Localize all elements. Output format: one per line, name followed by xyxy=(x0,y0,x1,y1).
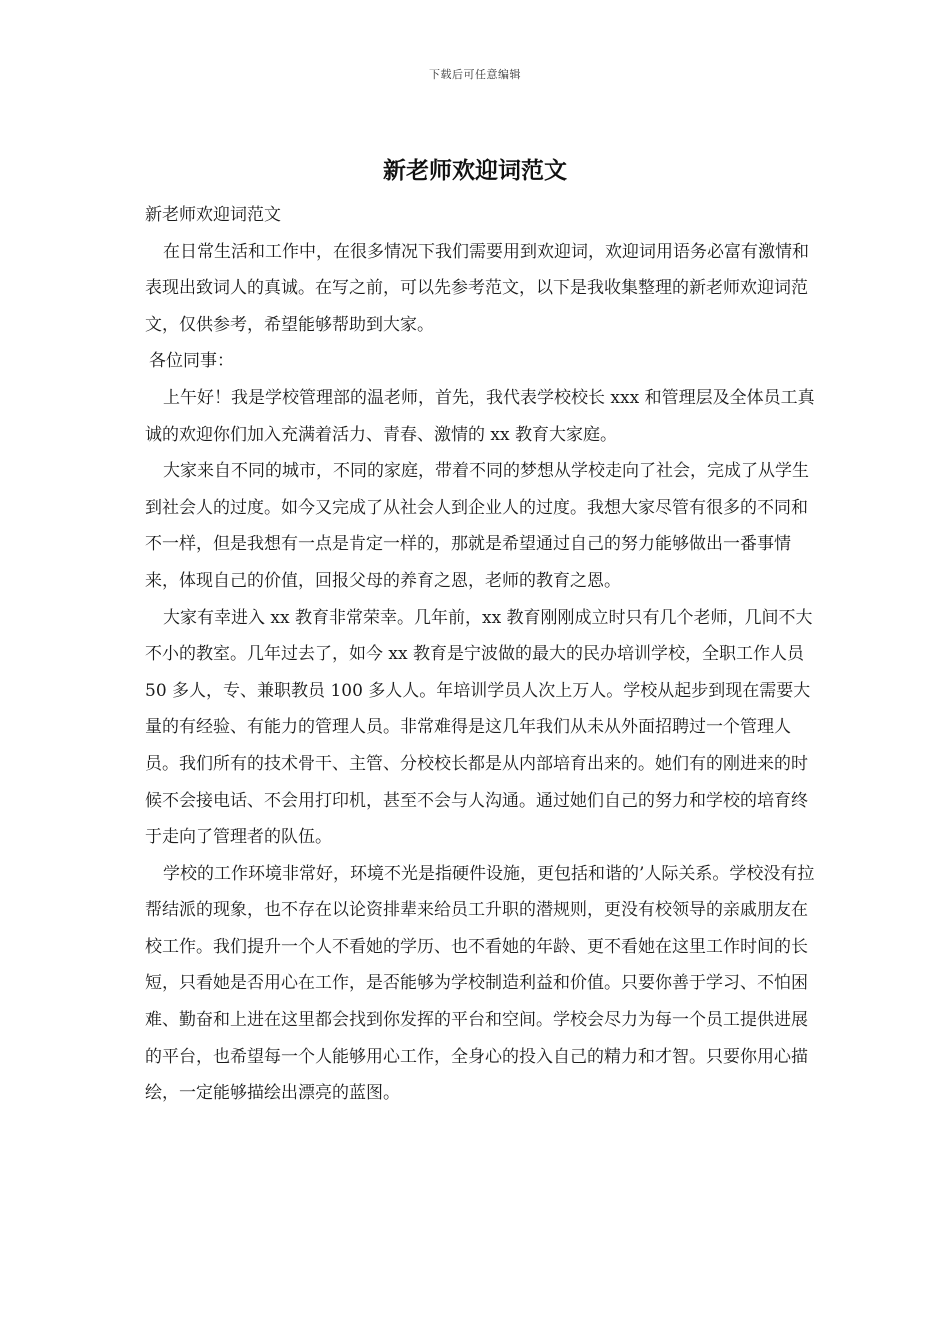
paragraph-environment: 学校的工作环境非常好，环境不光是指硬件设施，更包括和谐的’人际关系。学校没有拉帮结派的现象，也不存在以论资排辈来给员工升职的潜规则，更没有校领导的亲戚朋友在校工作。我们提升一个人不看她的学历、也不看她的年龄、更不看她在这里工作时间的长短，只看她是否用心在工作，是否能够为学校制造利益和价值。只要你善于学习、不怕困难、勤奋和上进在这里都会找到你发挥的平台和空间。学校会尽力为每一个员工提供进展的平台，也希望每一个人能够用心工作，全身心的投入自己的精力和才智。只要你用心描绘，一定能够描绘出漂亮的蓝图。 xyxy=(145,863,815,1104)
document-subtitle: 新老师欢迎词范文 xyxy=(145,205,281,225)
header-note: 下载后可任意编辑 xyxy=(429,68,521,81)
paragraph-intro: 在日常生活和工作中，在很多情况下我们需要用到欢迎词，欢迎词用语务必富有激情和表现出致词人的真诚。在写之前，可以先参考范文，以下是我收集整理的新老师欢迎词范文，仅供参考，希望能够帮助到大家。 xyxy=(145,241,809,335)
paragraph-greeting: 上午好！我是学校管理部的温老师，首先，我代表学校校长 xxx 和管理层及全体员工真诚的欢迎你们加入充满着活力、青春、激情的 xx 教育大家庭。 xyxy=(145,387,815,445)
document-body xyxy=(145,197,815,1112)
paragraph-background: 大家来自不同的城市，不同的家庭，带着不同的梦想从学校走向了社会，完成了从学生到社会人的过度。如今又完成了从社会人到企业人的过度。我想大家尽管有很多的不同和不一样，但是我想有一点是肯定一样的，那就是希望通过自己的努力能够做出一番事情来，体现自己的价值，回报父母的养育之恩，老师的教育之恩。 xyxy=(145,461,809,591)
paragraph-history: 大家有幸进入 xx 教育非常荣幸。几年前，xx 教育刚刚成立时只有几个老师，几间不大不小的教室。几年过去了，如今 xx 教育是宁波做的最大的民办培训学校，全职工作人员 50 多人，专、兼职教员 100 多人人。年培训学员人次上万人。学校从起步到现在需要大量的有经验、有能力的管理人员。非常难得是这几年我们从未从外面招聘过一个管理人员。我们所有的技术骨干、主管、分校校长都是从内部培育出来的。她们有的刚进来的时候不会接电话、不会用打印机，甚至不会与人沟通。通过她们自己的努力和学校的培育终于走向了管理者的队伍。 xyxy=(145,607,813,848)
document-title: 新老师欢迎词范文 xyxy=(383,157,567,184)
paragraph-salutation: 各位同事： xyxy=(149,351,234,372)
